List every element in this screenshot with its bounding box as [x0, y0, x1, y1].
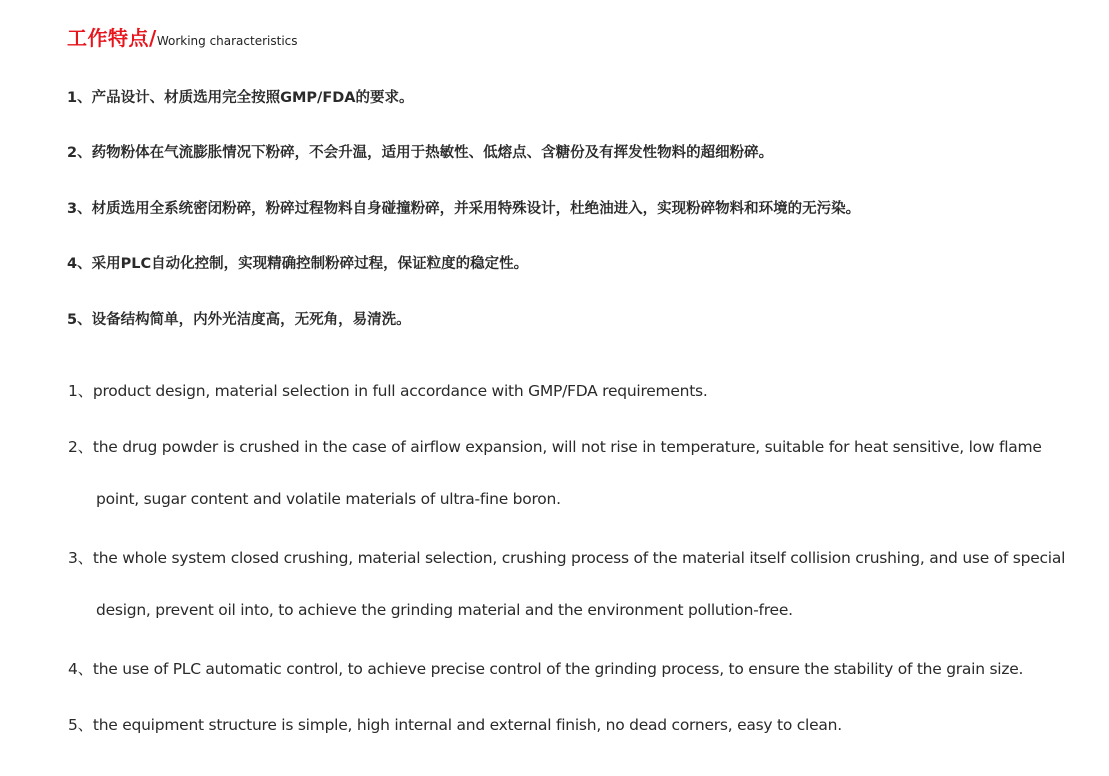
zh-list-item-4: 4、采用PLC自动化控制，实现精确控制粉碎过程，保证粒度的稳定性。 [67, 256, 529, 272]
heading-english: Working characteristics [156, 34, 298, 48]
zh-list-item-1: 1、产品设计、材质选用完全按照GMP/FDA的要求。 [67, 90, 414, 106]
en-list-item-3-continuation: design, prevent oil into, to achieve the grinding material and the environment pollution-free. [96, 601, 793, 619]
zh-list-item-2: 2、药物粉体在气流膨胀情况下粉碎，不会升温，适用于热敏性、低熔点、含糖份及有挥发性物料的超细粉碎。 [67, 145, 774, 161]
section-heading [67, 22, 298, 51]
en-list-item-2: 2、the drug powder is crushed in the case of airflow expansion, will not rise in temperature, suitable for heat sensitive, low flame [68, 438, 1042, 456]
en-list-item-4: 4、the use of PLC automatic control, to achieve precise control of the grinding process, to ensure the stability of the grain size. [68, 660, 1024, 678]
heading-chinese: 工作特点/ [67, 26, 157, 50]
en-list-item-5: 5、the equipment structure is simple, high internal and external finish, no dead corners, easy to clean. [68, 716, 842, 734]
en-list-item-3: 3、the whole system closed crushing, material selection, crushing process of the material itself collision crushing, and use of special [68, 549, 1066, 567]
en-list-item-2-continuation: point, sugar content and volatile materials of ultra-fine boron. [96, 490, 561, 508]
zh-list-item-3: 3、材质选用全系统密闭粉碎，粉碎过程物料自身碰撞粉碎，并采用特殊设计，杜绝油进入，实现粉碎物料和环境的无污染。 [67, 201, 861, 217]
zh-list-item-5: 5、设备结构简单，内外光洁度高，无死角，易清洗。 [67, 312, 411, 328]
en-list-item-1: 1、product design, material selection in full accordance with GMP/FDA requirements. [68, 382, 708, 400]
